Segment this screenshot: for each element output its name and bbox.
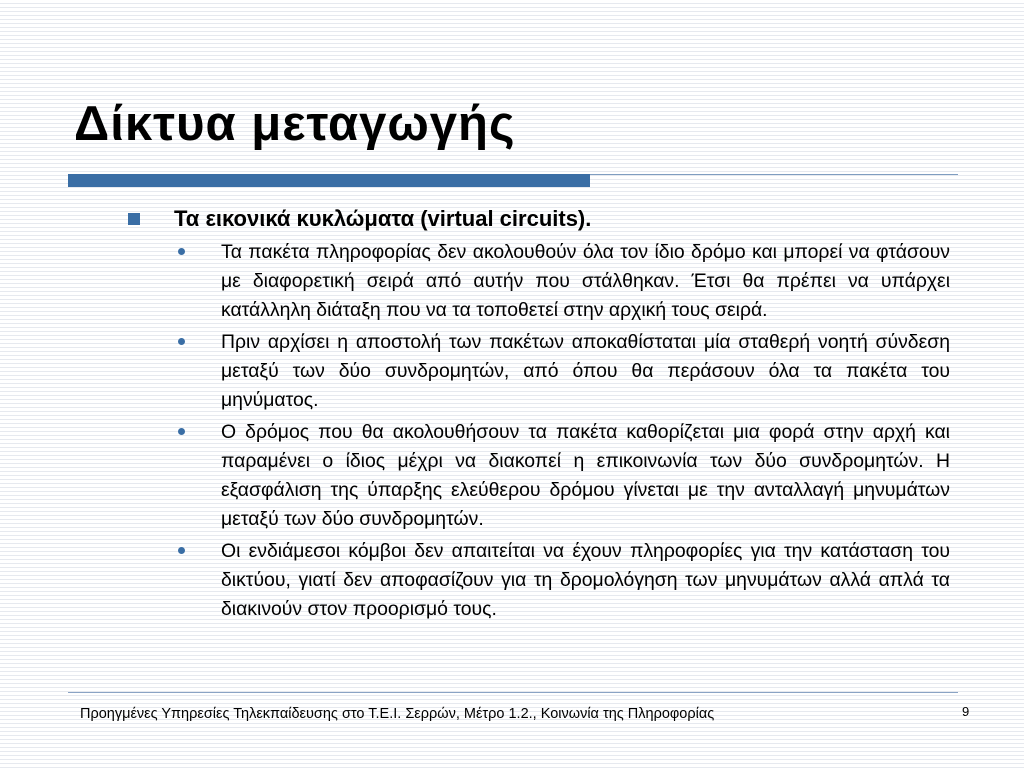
sub-bullet-item <box>178 238 950 325</box>
dot-bullet-icon <box>178 428 185 435</box>
footer-divider <box>68 692 958 693</box>
sub-bullet-list <box>178 238 950 624</box>
main-bullet <box>128 204 950 234</box>
sub-bullet-item <box>178 537 950 624</box>
square-bullet-icon <box>128 213 140 225</box>
sub-bullet-text: Οι ενδιάμεσοι κόμβοι δεν απαιτείται να έχουν πληροφορίες για την κατάσταση του δικτύου, γιατί δεν αποφασίζουν για τη δρομολόγηση των μηνυμάτων αλλά απλά τα διακινούν στον προορισμό τους. <box>221 540 950 620</box>
dot-bullet-icon <box>178 338 185 345</box>
sub-bullet-text: Πριν αρχίσει η αποστολή των πακέτων αποκαθίσταται μία σταθερή νοητή σύνδεση μεταξύ των δύο συνδρομητών, από όπου θα περάσουν όλα τα πακέτα του μηνύματος. <box>221 331 950 411</box>
sub-bullet-item <box>178 418 950 534</box>
footer-text: Προηγμένες Υπηρεσίες Τηλεκπαίδευσης στο Τ.Ε.Ι. Σερρών, Μέτρο 1.2., Κοινωνία της Πληροφορίας <box>80 706 715 722</box>
main-bullet-text: Τα εικονικά κυκλώματα (virtual circuits). <box>174 206 592 231</box>
sub-bullet-text: Τα πακέτα πληροφορίας δεν ακολουθούν όλα τον ίδιο δρόμο και μπορεί να φτάσουν με διαφορετική σειρά από αυτήν που στάλθηκαν. Έτσι θα πρέπει να υπάρχει κατάλληλη διάταξη που να τα τοποθετεί στην αρχική τους σειρά. <box>221 241 950 321</box>
title-underline-bar <box>68 174 590 187</box>
sub-bullet-item <box>178 328 950 415</box>
dot-bullet-icon <box>178 248 185 255</box>
dot-bullet-icon <box>178 547 185 554</box>
slide-content <box>128 204 950 627</box>
slide-title: Δίκτυα μεταγωγής <box>74 97 516 151</box>
page-number: 9 <box>962 704 970 719</box>
sub-bullet-text: Ο δρόμος που θα ακολουθήσουν τα πακέτα καθορίζεται μια φορά στην αρχή και παραμένει ο ίδιος μέχρι να διακοπεί η επικοινωνία των δύο συνδρομητών. Η εξασφάλιση της ύπαρξης ελεύθερου δρόμου γίνεται με την ανταλλαγή μηνυμάτων μεταξύ των δύο συνδρομητών. <box>221 421 950 530</box>
title-underline-rule <box>590 174 958 175</box>
